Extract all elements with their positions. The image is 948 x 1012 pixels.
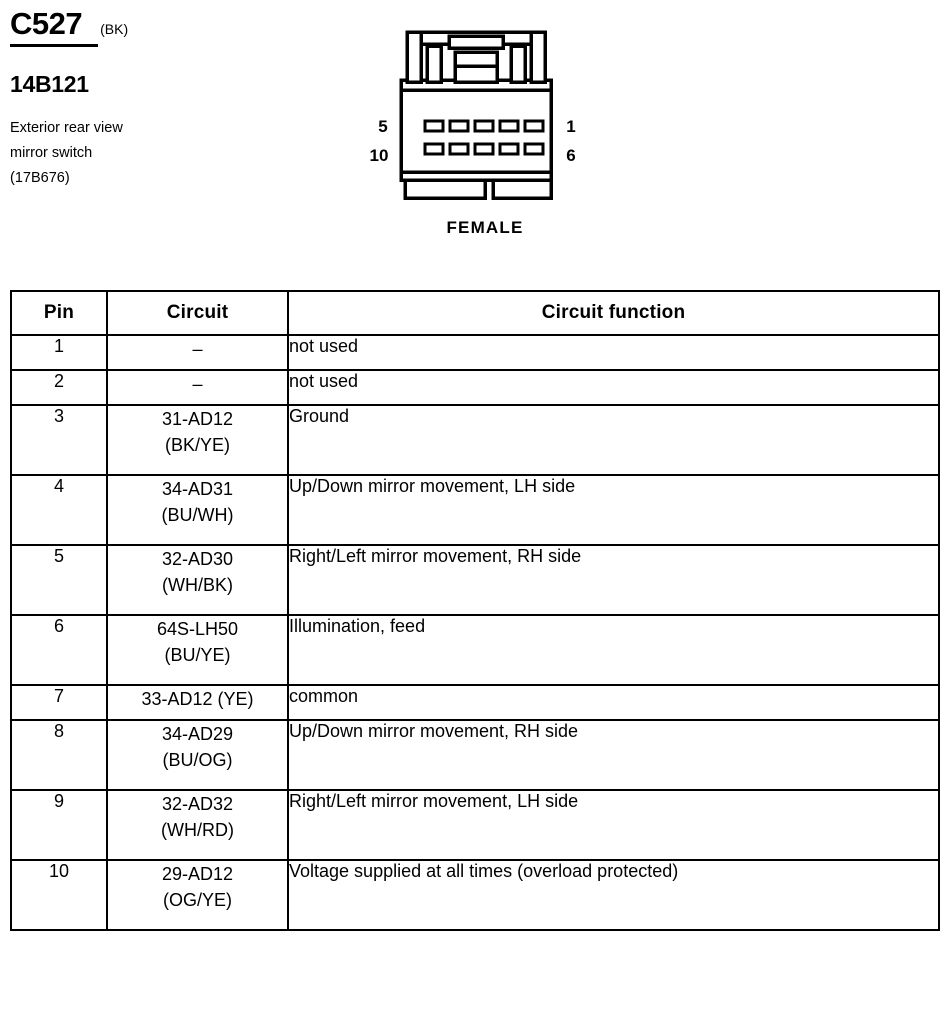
cell-pin: 3 (11, 405, 107, 475)
cell-pin: 9 (11, 790, 107, 860)
table-row (11, 790, 939, 860)
pin-marker-top-right: 1 (566, 117, 576, 136)
table-row (11, 545, 939, 615)
description-line: Exterior rear view (10, 120, 123, 136)
cell-circuit (107, 335, 288, 370)
connector-id-underline (10, 44, 98, 47)
circuit-code: 33-AD12 (YE) (141, 689, 254, 709)
column-header-circuit: Circuit (107, 291, 288, 335)
cell-circuit (107, 370, 288, 405)
cell-function: not used (288, 335, 939, 370)
pin-marker-bottom-right: 6 (566, 146, 576, 165)
circuit-code: – (192, 374, 203, 394)
cell-pin: 7 (11, 685, 107, 720)
table-row (11, 370, 939, 405)
connector-id-row (10, 8, 340, 39)
table-row (11, 685, 939, 720)
circuit-wire-color: (WH/RD) (161, 820, 234, 841)
table-row (11, 405, 939, 475)
cell-circuit (107, 405, 288, 475)
table-header-row (11, 291, 939, 335)
circuit-wire-color: (OG/YE) (162, 890, 232, 911)
table-row (11, 720, 939, 790)
cell-function: Up/Down mirror movement, LH side (288, 475, 939, 545)
connector-header (10, 8, 340, 191)
cell-function: common (288, 685, 939, 720)
cell-circuit (107, 615, 288, 685)
cell-function: Voltage supplied at all times (overload protected) (288, 860, 939, 930)
pin-cavity-row-top (425, 121, 543, 131)
circuit-code: 32-AD30 (161, 549, 234, 569)
connector-color-code: (BK) (100, 21, 129, 37)
circuit-code: – (192, 339, 203, 359)
cell-function: Up/Down mirror movement, RH side (288, 720, 939, 790)
connector-id: C527 (10, 6, 83, 41)
circuit-code: 34-AD31 (161, 479, 234, 499)
table-row (11, 615, 939, 685)
pin-marker-top-left: 5 (378, 117, 388, 136)
circuit-code: 29-AD12 (161, 864, 234, 884)
connector-illustration (355, 14, 615, 244)
connector-description (10, 116, 340, 191)
cell-pin: 10 (11, 860, 107, 930)
description-line: mirror switch (10, 144, 93, 161)
circuit-wire-color: (BU/YE) (164, 645, 231, 666)
connector-diagram-svg (355, 14, 615, 214)
connector-gender-label: FEMALE (446, 218, 524, 237)
cell-pin: 4 (11, 475, 107, 545)
circuit-code: 32-AD32 (161, 794, 234, 814)
cell-pin: 6 (11, 615, 107, 685)
cell-function: Right/Left mirror movement, RH side (288, 545, 939, 615)
cell-function: Ground (288, 405, 939, 475)
cell-function: not used (288, 370, 939, 405)
cell-circuit (107, 860, 288, 930)
table-row (11, 475, 939, 545)
column-header-pin: Pin (11, 291, 107, 335)
table-row (11, 860, 939, 930)
pinout-table-body (11, 335, 939, 930)
circuit-code: 34-AD29 (161, 724, 234, 744)
circuit-code: 31-AD12 (161, 409, 234, 429)
table-row (11, 335, 939, 370)
circuit-wire-color: (BU/WH) (161, 505, 234, 526)
cell-circuit (107, 685, 288, 720)
cell-circuit (107, 720, 288, 790)
part-number: 14B121 (10, 71, 89, 97)
cell-pin: 2 (11, 370, 107, 405)
description-line: (17B676) (10, 169, 70, 186)
pin-marker-bottom-left: 10 (369, 146, 389, 165)
cell-function: Right/Left mirror movement, LH side (288, 790, 939, 860)
cell-function: Illumination, feed (288, 615, 939, 685)
cell-pin: 1 (11, 335, 107, 370)
circuit-code: 64S-LH50 (156, 619, 239, 639)
cell-circuit (107, 545, 288, 615)
circuit-wire-color: (BU/OG) (162, 750, 233, 771)
circuit-wire-color: (BK/YE) (164, 435, 230, 456)
cell-pin: 8 (11, 720, 107, 790)
cell-pin: 5 (11, 545, 107, 615)
cell-circuit (107, 790, 288, 860)
circuit-wire-color: (WH/BK) (162, 575, 233, 596)
pinout-table (10, 290, 940, 931)
column-header-function: Circuit function (288, 291, 939, 335)
pin-cavity-row-bottom (425, 144, 543, 154)
cell-circuit (107, 475, 288, 545)
